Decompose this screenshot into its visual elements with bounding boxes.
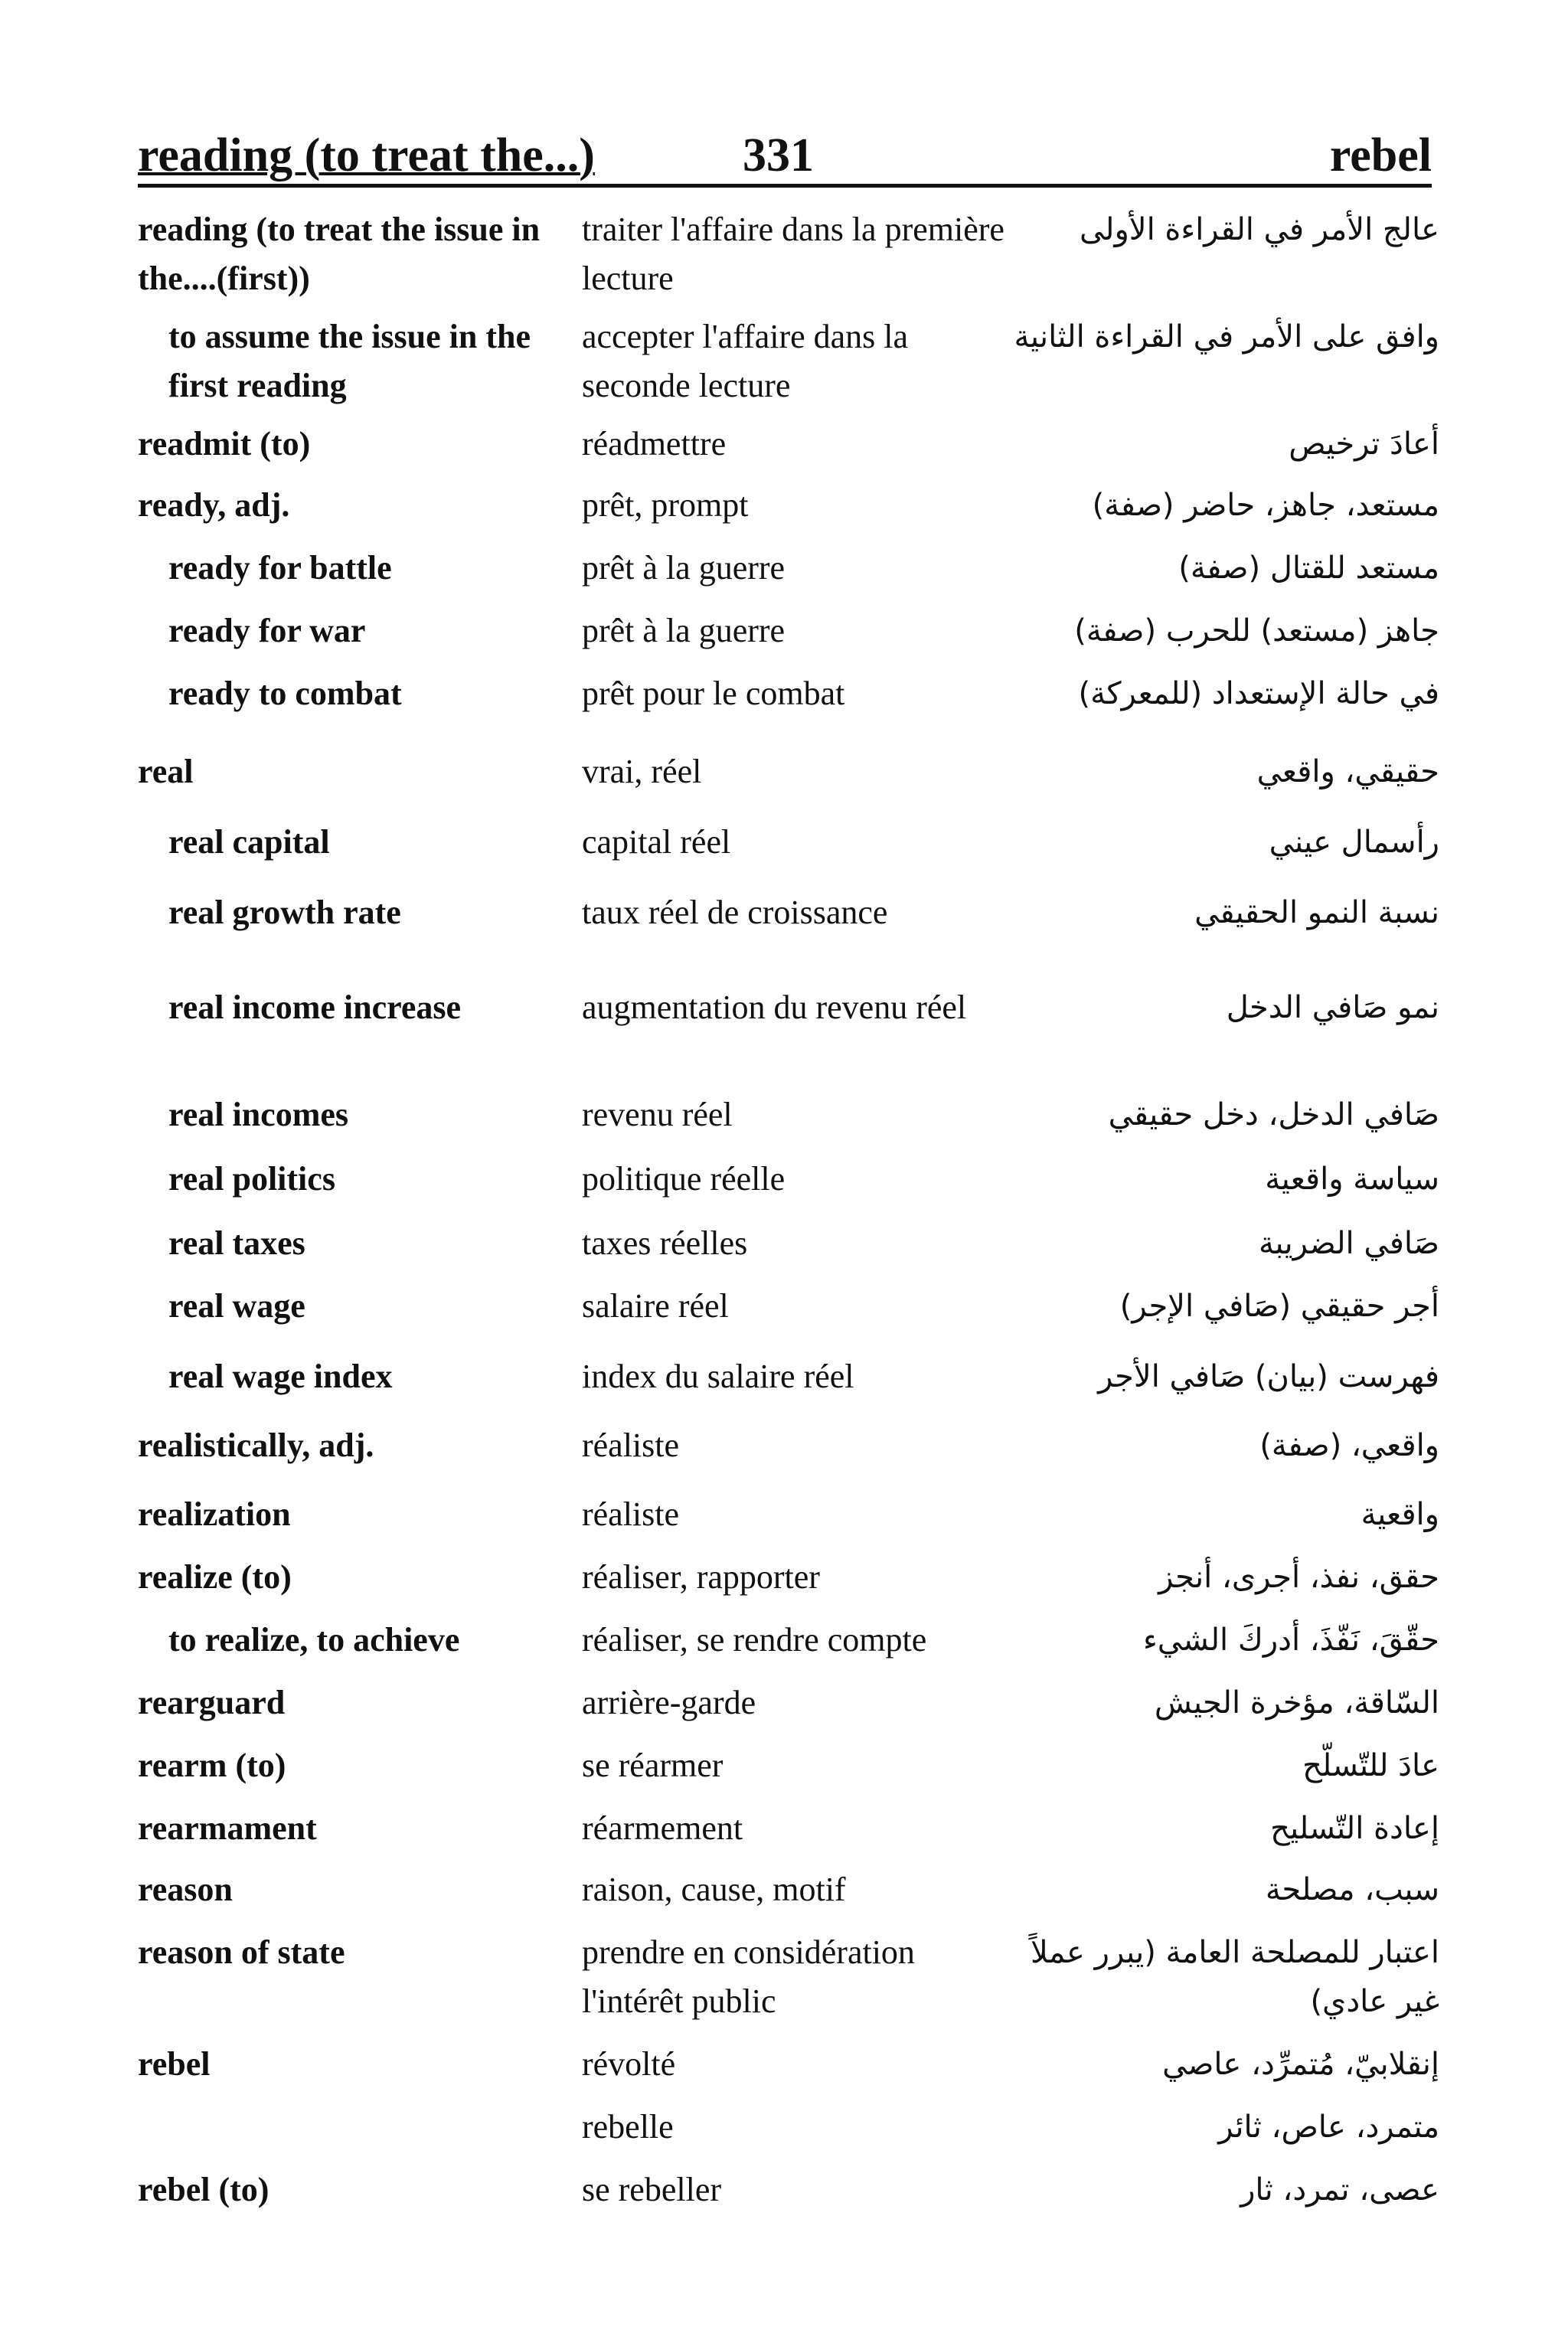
- french-term: taux réel de croissance: [582, 894, 888, 931]
- english-term: reason: [138, 1871, 233, 1908]
- french-term: prendre en considération l'intérêt public: [582, 1933, 915, 2020]
- english-term: real capital: [168, 823, 330, 861]
- english-term: realize (to): [138, 1558, 292, 1596]
- french-term: révolté: [582, 2045, 676, 2083]
- running-head-left: reading (to treat the...): [138, 129, 595, 181]
- arabic-term: صَافي الدخل، دخل حقيقي: [1108, 1097, 1439, 1132]
- arabic-term: رأسمال عيني: [1269, 825, 1439, 860]
- english-term: real taxes: [168, 1224, 305, 1262]
- english-term: rearmament: [138, 1809, 317, 1847]
- english-term: ready for battle: [168, 549, 392, 587]
- arabic-term: سياسة واقعية: [1265, 1162, 1439, 1197]
- french-term: réaliste: [582, 1495, 680, 1533]
- english-term: realistically, adj.: [138, 1427, 374, 1464]
- arabic-term: أعادَ ترخيص: [1289, 426, 1439, 462]
- page-header: [138, 123, 1432, 188]
- english-term: ready, adj.: [138, 486, 290, 524]
- arabic-term: واقعية: [1361, 1497, 1439, 1532]
- arabic-term: السّاقة، مؤخرة الجيش: [1154, 1685, 1439, 1721]
- arabic-term: نسبة النمو الحقيقي: [1194, 895, 1439, 930]
- english-term: rebel (to): [138, 2171, 270, 2208]
- arabic-term: فهرست (بيان) صَافي الأجر: [1098, 1359, 1439, 1394]
- french-term: réarmement: [582, 1809, 743, 1847]
- french-term: salaire réel: [582, 1287, 729, 1325]
- french-term: prêt à la guerre: [582, 612, 786, 649]
- arabic-term: حقيقي، واقعي: [1256, 754, 1439, 789]
- french-term: réadmettre: [582, 425, 727, 462]
- french-term: revenu réel: [582, 1096, 733, 1133]
- english-term: readmit (to): [138, 425, 311, 462]
- arabic-term: أجر حقيقي (صَافي الإجر): [1119, 1289, 1439, 1324]
- french-term: capital réel: [582, 823, 731, 861]
- english-term: rearm (to): [138, 1747, 286, 1784]
- french-term: vrai, réel: [582, 753, 702, 790]
- running-head-right: rebel: [1329, 129, 1432, 181]
- arabic-term: حقّقَ، نَفّذَ، أدركَ الشيء: [1143, 1623, 1439, 1658]
- french-term: raison, cause, motif: [582, 1871, 846, 1908]
- french-term: réaliste: [582, 1427, 680, 1464]
- french-term: prêt, prompt: [582, 486, 749, 524]
- french-term: taxes réelles: [582, 1224, 748, 1262]
- arabic-term: حقق، نفذ، أجرى، أنجز: [1158, 1560, 1439, 1595]
- french-term: augmentation du revenu réel: [582, 989, 967, 1026]
- french-term: index du salaire réel: [582, 1358, 854, 1395]
- french-term: arrière-garde: [582, 1684, 756, 1721]
- english-term: to assume the issue in the first reading: [168, 318, 531, 404]
- arabic-term: وافق على الأمر في القراءة الثانية: [1014, 319, 1439, 355]
- arabic-term: سبب، مصلحة: [1265, 1872, 1439, 1907]
- english-term: realization: [138, 1495, 291, 1533]
- english-term: rearguard: [138, 1684, 286, 1721]
- english-term: real income increase: [168, 989, 462, 1026]
- arabic-term: جاهز (مستعد) للحرب (صفة): [1074, 613, 1439, 649]
- english-term: reading (to treat the issue in the....(first)): [138, 211, 541, 297]
- english-term: rebel: [138, 2045, 211, 2083]
- english-term: ready for war: [168, 612, 366, 649]
- arabic-term: نمو صَافي الدخل: [1226, 990, 1439, 1025]
- french-term: prêt pour le combat: [582, 675, 845, 712]
- page-number: 331: [743, 129, 814, 181]
- french-term: se rebeller: [582, 2171, 721, 2208]
- english-term: to realize, to achieve: [168, 1621, 460, 1659]
- arabic-term: إعادة التّسليح: [1270, 1811, 1439, 1846]
- english-term: real wage index: [168, 1358, 393, 1395]
- arabic-term: عصى، تمرد، ثار: [1240, 2172, 1439, 2208]
- english-term: real politics: [168, 1160, 335, 1198]
- french-term: politique réelle: [582, 1160, 786, 1198]
- french-term: accepter l'affaire dans la seconde lecture: [582, 318, 909, 404]
- arabic-term: في حالة الإستعداد (للمعركة): [1078, 676, 1439, 711]
- arabic-term: عادَ للتّسلّح: [1302, 1748, 1439, 1783]
- arabic-term: متمرد، عاص، ثائر: [1218, 2110, 1439, 2145]
- french-term: réaliser, rapporter: [582, 1558, 820, 1596]
- french-term: rebelle: [582, 2108, 674, 2146]
- english-term: real: [138, 753, 194, 790]
- french-term: prêt à la guerre: [582, 549, 786, 587]
- french-term: se réarmer: [582, 1747, 724, 1784]
- arabic-term: واقعي، (صفة): [1259, 1428, 1439, 1463]
- french-term: réaliser, se rendre compte: [582, 1621, 927, 1659]
- english-term: real incomes: [168, 1096, 349, 1133]
- arabic-term: اعتبار للمصلحة العامة (يبرر عملاً غير عادي): [1031, 1935, 1439, 2019]
- english-term: real wage: [168, 1287, 305, 1325]
- arabic-term: مستعد للقتال (صفة): [1178, 551, 1439, 586]
- arabic-term: عالج الأمر في القراءة الأولى: [1079, 212, 1439, 247]
- arabic-term: مستعد، جاهز، حاضر (صفة): [1092, 488, 1439, 523]
- french-term: traiter l'affaire dans la première lecture: [582, 211, 1004, 297]
- english-term: reason of state: [138, 1933, 345, 1971]
- arabic-term: إنقلابيّ، مُتمرِّد، عاصي: [1162, 2047, 1439, 2082]
- english-term: ready to combat: [168, 675, 402, 712]
- english-term: real growth rate: [168, 894, 401, 931]
- arabic-term: صَافي الضريبة: [1258, 1226, 1439, 1261]
